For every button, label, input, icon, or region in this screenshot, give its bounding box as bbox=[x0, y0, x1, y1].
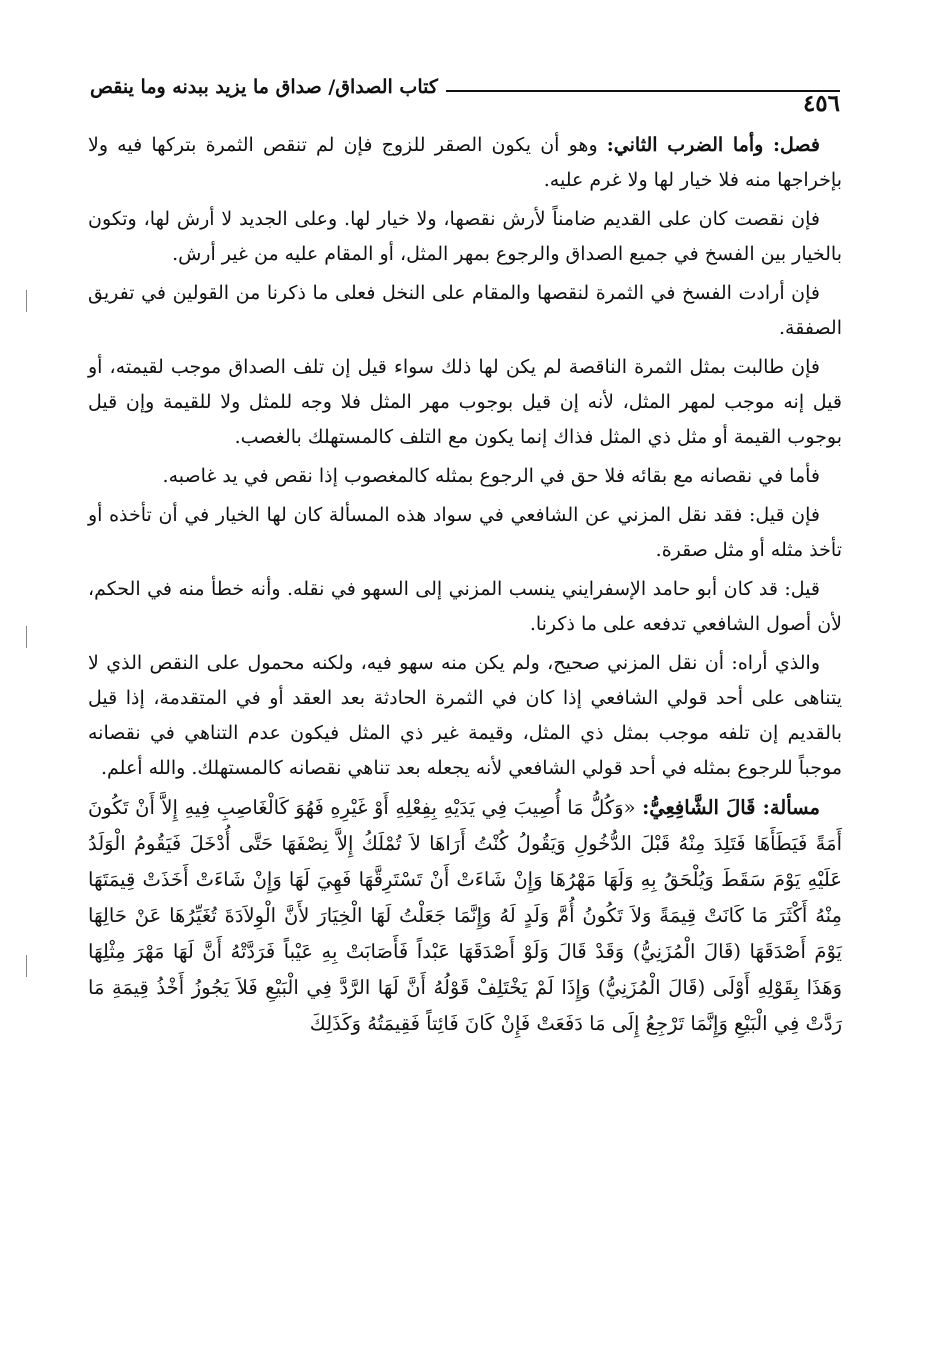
running-title: كتاب الصداق/ صداق ما يزيد ببدنه وما ينقص bbox=[90, 76, 446, 98]
masala-lead: مسألة: قَالَ الشَّافِعِيُّ: bbox=[642, 796, 820, 819]
paragraph bbox=[88, 276, 842, 346]
margin-mark bbox=[26, 955, 27, 977]
margin-mark bbox=[26, 626, 27, 648]
page-body bbox=[88, 128, 842, 1046]
masala-text: «وَكُلُّ مَا أُصِيبَ فِي يَدَيْهِ بِفِعْلِهِ أَوْ غَيْرِهِ فَهُوَ كَالْغَاصِبِ فِيهِ إِلاَّ أَنْ تَكُونَ أَمَةً فَيَطَأَهَا فَتَلِدَ مِنْهُ قَبْلَ الدُّخُولِ وَيَقُولُ كُنْتُ أَرَاهَا لاَ تُمْلَكُ إِلاَّ نِصْفَهَا حَتَّى أُدْخَلَ فَيَقُومُ الْوَلَدُ عَلَيْهِ يَوْمَ سَقَطَ وَيُلْحَقُ بِهِ وَلَهَا مَهْرُهَا وَإِنْ شَاءَتْ أَنْ تَسْتَرِقَّهَا فَهِيَ لَهَا وَإِنْ شَاءَتْ أَخَذَتْ قِيمَتَهَا مِنْهُ أَكْثَرَ مَا كَانَتْ قِيمَةً وَلاَ تَكُونُ أُمَّ وَلَدٍ لَهُ وَإِنَّمَا جَعَلْتُ لَهَا الْخِيَارَ لأَنَّ الْوِلاَدَةَ تُغَيِّرُهَا عَنْ حَالِهَا يَوْمَ أَصْدَقَهَا (قَالَ الْمُزَنِيُّ) وَقَدْ قَالَ وَلَوْ أَصْدَقَهَا عَبْداً فَأَصَابَتْ بِهِ عَيْباً فَرَدَّتْهُ أَنَّ لَهَا مَهْرَ مِثْلِهَا وَهَذَا بِقَوْلِهِ أَوْلَى (قَالَ الْمُزَنِيُّ) وَإِذَا لَمْ يَخْتَلِفْ قَوْلُهُ أَنَّ لَهَا الرَّدَّ فِي الْبَيْعِ فَلاَ يَجُوزُ أَخْذُ قِيمَةِ مَا رَدَّتْ فِي الْبَيْعِ وَإِنَّمَا تَرْجِعُ إِلَى مَا دَفَعَتْ فَإِنْ كَانَ فَائِتاً فَقِيمَتُهُ وَكَذَلِكَ bbox=[88, 796, 842, 1035]
paragraph bbox=[88, 202, 842, 272]
paragraph bbox=[88, 646, 842, 786]
paragraph-text: وهو أن يكون الصقر للزوج فإن لم تنقص الثمرة بتركها فيه ولا بإخراجها منه فلا خيار لها ولا غرم عليه. bbox=[88, 134, 842, 191]
paragraph bbox=[88, 128, 842, 198]
paragraph bbox=[88, 350, 842, 455]
paragraph-text: فأما في نقصانه مع بقائه فلا حق في الرجوع بمثله كالمغصوب إذا نقص في يد غاصبه. bbox=[162, 465, 820, 487]
paragraph-text: فإن طالبت بمثل الثمرة الناقصة لم يكن لها ذلك سواء قيل إن تلف الصداق موجب لقيمته، أو قيل إنه موجب لمهر المثل، لأنه إن قيل بوجوب مهر المثل فلا وجه للمثل ولا للقيمة وإن قيل بوجوب القيمة أو مثل ذي المثل فذاك إنما يكون مع التلف كالمستهلك بالغصب. bbox=[88, 356, 842, 448]
masala-paragraph bbox=[88, 790, 842, 1042]
margin-mark bbox=[26, 290, 27, 312]
paragraph bbox=[88, 498, 842, 568]
paragraph-text: قيل: قد كان أبو حامد الإسفرايني ينسب المزني إلى السهو في نقله. وأنه خطأ منه في الحكم، لأن أصول الشافعي تدفعه على ما ذكرنا. bbox=[88, 578, 842, 635]
paragraph-text: والذي أراه: أن نقل المزني صحيح، ولم يكن منه سهو فيه، ولكنه محمول على النقص الذي لا يتناهى على أحد قولي الشافعي إذا كان في الثمرة الحادثة بعد العقد أو في المتقدمة، إذا قيل بالقديم إن تلفه موجب بمثل ذي المثل، وقيمة غير ذي المثل فيكون عدم التناهي في نقصانه موجباً للرجوع بمثله في أحد قولي الشافعي لأنه يجعله بعد تناهي نقصانه كالمستهلك. والله أعلم. bbox=[88, 652, 842, 779]
paragraph-text: فإن قيل: فقد نقل المزني عن الشافعي في سواد هذه المسألة كان لها الخيار في أن تأخذه أو تأخذ مثله أو مثل صقرة. bbox=[88, 504, 842, 561]
paragraph-text: فإن نقصت كان على القديم ضامناً لأرش نقصها، ولا خيار لها. وعلى الجديد لا أرش لها، وتكون بالخيار بين الفسخ في جميع الصداق والرجوع بمهر المثل، أو المقام عليه من غير أرش. bbox=[88, 208, 842, 265]
page-number: ٤٥٦ bbox=[802, 90, 840, 117]
page-header bbox=[90, 76, 840, 117]
paragraph-text: فإن أرادت الفسخ في الثمرة لنقصها والمقام على النخل فعلى ما ذكرنا من القولين في تفريق الصفقة. bbox=[88, 282, 842, 339]
paragraph bbox=[88, 572, 842, 642]
paragraph bbox=[88, 459, 842, 494]
paragraph-lead: فصل: وأما الضرب الثاني: bbox=[606, 134, 820, 156]
